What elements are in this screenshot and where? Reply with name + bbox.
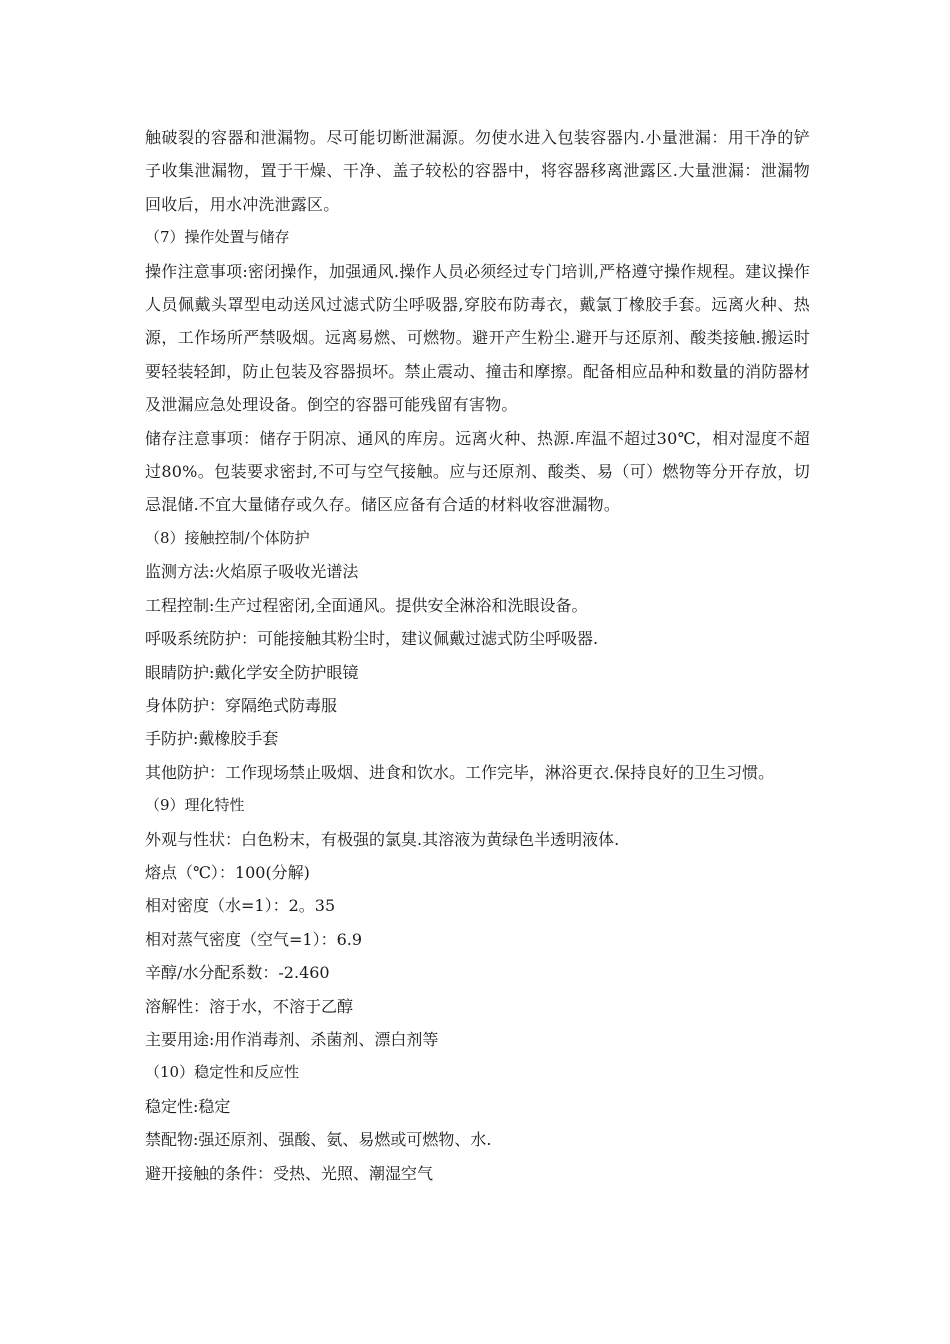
leak-disposal-paragraph: 触破裂的容器和泄漏物。尽可能切断泄漏源。勿使水进入包装容器内.小量泄漏：用干净的铲子收集泄漏物，置于干燥、干净、盖子较松的容器中，将容器移离泄露区.大量泄漏：泄漏物回收后，用水冲洗泄露区。 <box>145 128 810 214</box>
respiratory-protection: 呼吸系统防护：可能接触其粉尘时，建议佩戴过滤式防尘呼吸器. <box>145 629 599 649</box>
hand-protection: 手防护:戴橡胶手套 <box>145 729 279 749</box>
section-9-heading: （9）理化特性 <box>145 796 245 815</box>
engineering-control: 工程控制:生产过程密闭,全面通风。提供安全淋浴和洗眼设备。 <box>145 595 588 615</box>
solubility: 溶解性：溶于水，不溶于乙醇 <box>145 996 354 1016</box>
other-protection: 其他防护：工作现场禁止吸烟、进食和饮水。工作完毕，淋浴更衣.保持良好的卫生习惯。 <box>145 762 775 782</box>
monitoring-method: 监测方法:火焰原子吸收光谱法 <box>145 562 359 582</box>
melting-point: 熔点（℃）：100(分解) <box>145 862 310 882</box>
main-uses: 主要用途:用作消毒剂、杀菌剂、漂白剂等 <box>145 1029 439 1049</box>
document-body <box>145 121 810 1190</box>
operation-precautions: 操作注意事项:密闭操作，加强通风.操作人员必须经过专门培训,严格遵守操作规程。建议操作人员佩戴头罩型电动送风过滤式防尘呼吸器,穿胶布防毒衣，戴氯丁橡胶手套。远离火种、热源，工作场所严禁吸烟。远离易燃、可燃物。避开产生粉尘.避开与还原剂、酸类接触.搬运时要轻装轻卸，防止包装及容器损坏。禁止震动、撞击和摩擦。配备相应品种和数量的消防器材及泄漏应急处理设备。倒空的容器可能残留有害物。 <box>145 261 810 415</box>
section-7-heading: （7）操作处置与储存 <box>145 228 290 247</box>
relative-density: 相对密度（水=1）：2。35 <box>145 896 336 916</box>
vapor-density: 相对蒸气密度（空气=1）：6.9 <box>145 929 363 949</box>
conditions-to-avoid: 避开接触的条件：受热、光照、潮湿空气 <box>145 1163 434 1183</box>
eye-protection: 眼睛防护:戴化学安全防护眼镜 <box>145 662 359 682</box>
incompatible-materials: 禁配物:强还原剂、强酸、氨、易燃或可燃物、水. <box>145 1130 492 1150</box>
stability: 稳定性:稳定 <box>145 1096 231 1116</box>
section-10-heading: （10）稳定性和反应性 <box>145 1063 300 1082</box>
body-protection: 身体防护：穿隔绝式防毒服 <box>145 695 338 715</box>
storage-precautions: 储存注意事项：储存于阴凉、通风的库房。远离火种、热源.库温不超过30℃，相对湿度不超过80%。包装要求密封,不可与空气接触。应与还原剂、酸类、易（可）燃物等分开存放，切忌混储.不宜大量储存或久存。储区应备有合适的材料收容泄漏物。 <box>145 428 810 515</box>
partition-coefficient: 辛醇/水分配系数：-2.460 <box>145 963 330 983</box>
appearance: 外观与性状：白色粉末，有极强的氯臭.其溶液为黄绿色半透明液体. <box>145 829 620 849</box>
section-8-heading: （8）接触控制/个体防护 <box>145 528 310 547</box>
